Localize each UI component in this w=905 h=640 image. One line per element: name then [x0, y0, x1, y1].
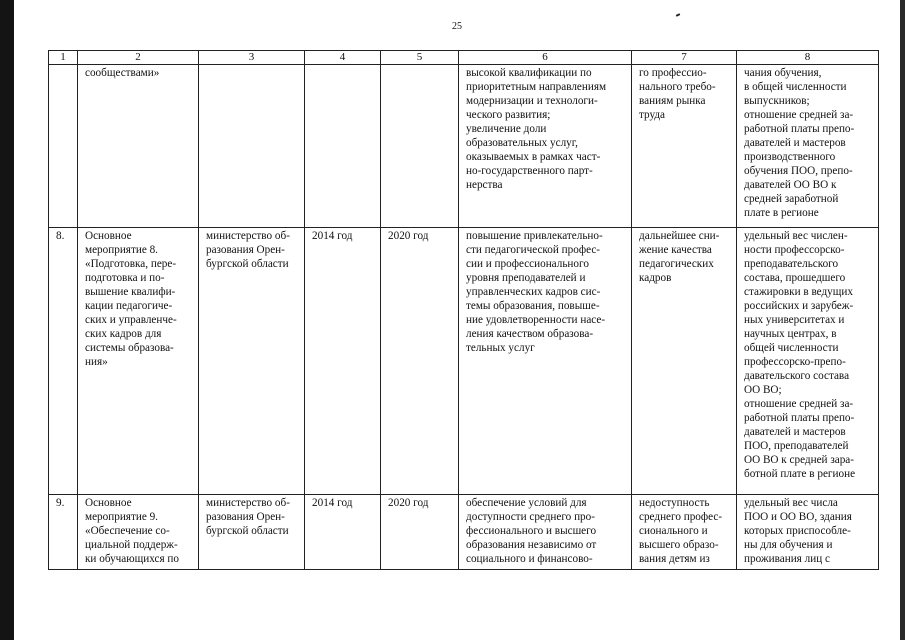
related-indicators: удельный вес числен- ности профессорско- преподавательского состава, прошедшего стажировки в ведущих российских и зарубеж- ных университетах и научных центрах, в общей численности профессорско-препо- давательского состава ОО ВО; отношение средней за- работной платы препо- давателей и мастеров ПОО, преподавателей ОО ВО к средней зара- ботной плате в регионе: [737, 228, 879, 495]
start-year: 2014 год: [305, 228, 381, 495]
column-number-row: [49, 51, 879, 65]
expected-result: повышение привлекательно- сти педагогической профес- сии и профессионального уровня преподавателей и управленческих кадров сис- темы образования, повыше- ние удовлетворенности насе- ления качеством образова- тельных услуг: [459, 228, 632, 495]
column-number: 6: [459, 51, 632, 65]
scan-left-edge: [0, 0, 14, 640]
column-number: 5: [381, 51, 459, 65]
end-year: 2020 год: [381, 495, 459, 570]
table-row: [49, 228, 879, 495]
non-implementation-consequences: го профессио- нального требо- ваниям рынка труда: [632, 65, 737, 228]
column-number: 7: [632, 51, 737, 65]
row-number: 9.: [49, 495, 78, 570]
related-indicators: чания обучения, в общей численности выпускников; отношение средней за- работной платы препо- давателей и мастеров производственного обучения ПОО, препо- давателей ОО ВО к средней заработной плате в регионе: [737, 65, 879, 228]
column-number: 3: [199, 51, 305, 65]
related-indicators: удельный вес числа ПОО и ОО ВО, здания которых приспособле- ны для обучения и проживания лиц с: [737, 495, 879, 570]
measure-name: Основное мероприятие 9. «Обеспечение со- циальной поддерж- ки обучающихся по: [78, 495, 199, 570]
expected-result: обеспечение условий для доступности среднего про- фессионального и высшего образования независимо от социального и финансово-: [459, 495, 632, 570]
executor: министерство об- разования Орен- бургской области: [199, 495, 305, 570]
scan-speck: [676, 13, 680, 17]
column-number: 4: [305, 51, 381, 65]
end-year: [381, 65, 459, 228]
program-table: [48, 50, 879, 570]
table-row: [49, 65, 879, 228]
end-year: 2020 год: [381, 228, 459, 495]
column-number: 2: [78, 51, 199, 65]
page-number: 25: [452, 21, 462, 32]
row-number: [49, 65, 78, 228]
executor: [199, 65, 305, 228]
scan-right-edge: [900, 0, 905, 640]
non-implementation-consequences: недоступность среднего профес- сионального и высшего образо- вания детям из: [632, 495, 737, 570]
column-number: 1: [49, 51, 78, 65]
column-number: 8: [737, 51, 879, 65]
non-implementation-consequences: дальнейшее сни- жение качества педагогических кадров: [632, 228, 737, 495]
table-row: [49, 495, 879, 570]
executor: министерство об- разования Орен- бургской области: [199, 228, 305, 495]
row-number: 8.: [49, 228, 78, 495]
measure-name: Основное мероприятие 8. «Подготовка, пере- подготовка и по- вышение квалифи- кации педагогиче- ских и управленче- ских кадров для системы образова- ния»: [78, 228, 199, 495]
expected-result: высокой квалификации по приоритетным направлениям модернизации и технологи- ческого развития; увеличение доли образовательных услуг, оказываемых в рамках част- но-государственного парт- нерства: [459, 65, 632, 228]
start-year: 2014 год: [305, 495, 381, 570]
start-year: [305, 65, 381, 228]
measure-name: сообществами»: [78, 65, 199, 228]
